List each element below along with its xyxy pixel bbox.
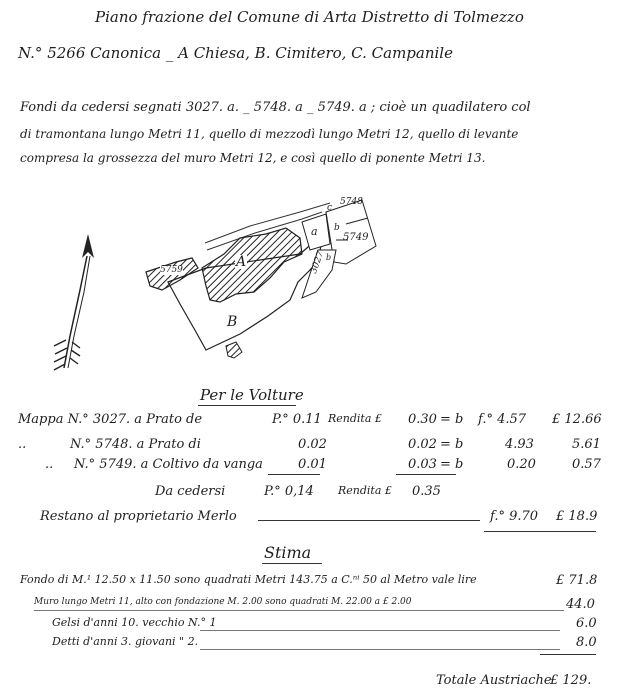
cemetery-label: B: [227, 314, 238, 330]
remaining-lire: £ 18.9: [556, 509, 598, 524]
cadastral-document: Piano frazione del Comune di Arta Distretto di Tolmezzo N.° 5266 Canonica _ A Chiesa, B. Cimitero, C. Campanile Fondi da cedersi segnati 3027. a. _ 5748. a _ 5749. a ; cioè un quadilatero col di tramontana lungo Metri 11, quello di mezzodì lungo Metri 12, quello di levante compresa la grossezza del muro Metri 12, e così quello di ponente Metri 13. A B 5759 a 5748 5749 b c 3027 b Per le Volture Mappa N.° 3027. a Prato de P.° 0.11 Rendita £ 0.30 = b f.° 4.57 £ 12.66 .. N.° 5748. a Prato di 0.02 0.02 = b 4.93 5.61 .. N.° 5749. a Coltivo da vanga 0.01 0.03 = b 0.20 0.57 Da cedersi P.° 0,14 Rendita £ 0.35 Restano al proprietario Merlo f.° 9.70 £ 18.9 Stima Fondo di M.¹ 12.50 x 11.50 sono quadrati Metri 143.75 a C.ⁿⁱ 50 al Metro vale lire £ 71.8 Muro lungo Metri 11, alto con fondazione M. 2.00 sono quadrati M. 22.00 a £ 2.00 44.0 Gelsi d'anni 10. vecchio N.° 1 6.0 Detti d'anni 3. giovani " 2. 8.0 Totale Austriache £ 129.: [0, 0, 622, 700]
volture-total-rendita-label: Rendita £: [338, 484, 392, 497]
description-line-3: compresa la grossezza del muro Metri 12, e così quello di ponente Metri 13.: [20, 151, 486, 165]
stima-total-label: Totale Austriache: [436, 673, 552, 688]
church-label: A: [236, 254, 247, 270]
volture-total-rendita: 0.35: [412, 484, 441, 499]
parcel-3027-label: 3027: [309, 250, 327, 276]
parcel-5748-label: 5748: [340, 197, 363, 207]
volture-heading: Per le Volture: [200, 386, 304, 404]
volture-total-label: Da cedersi: [155, 484, 226, 499]
parcel-a-label: a: [311, 225, 318, 238]
parcel-b2-label: b: [326, 253, 332, 262]
parcel-c-label: c: [327, 203, 333, 213]
north-arrow-icon: [54, 234, 94, 370]
parcel-5749-label: 5749: [343, 232, 369, 243]
description-line-2: di tramontana lungo Metri 11, quello di mezzodì lungo Metri 12, quello di levante: [20, 127, 519, 141]
document-subtitle: N.° 5266 Canonica _ A Chiesa, B. Cimitero, C. Campanile: [18, 44, 453, 62]
parcel-b-label: b: [334, 223, 340, 233]
volture-total-area: P.° 0,14: [264, 484, 314, 499]
stima-heading: Stima: [264, 543, 312, 562]
document-title: Piano frazione del Comune di Arta Distretto di Tolmezzo: [95, 8, 524, 26]
remaining-label: Restano al proprietario Merlo: [40, 509, 237, 524]
description-line-1: Fondi da cedersi segnati 3027. a. _ 5748. a _ 5749. a ; cioè un quadilatero col: [20, 100, 531, 115]
stima-total-value: £ 129.: [550, 673, 592, 688]
bell-tower-label: 5759: [160, 265, 183, 275]
small-building: [226, 342, 242, 358]
remaining-fiorini: f.° 9.70: [490, 509, 539, 524]
